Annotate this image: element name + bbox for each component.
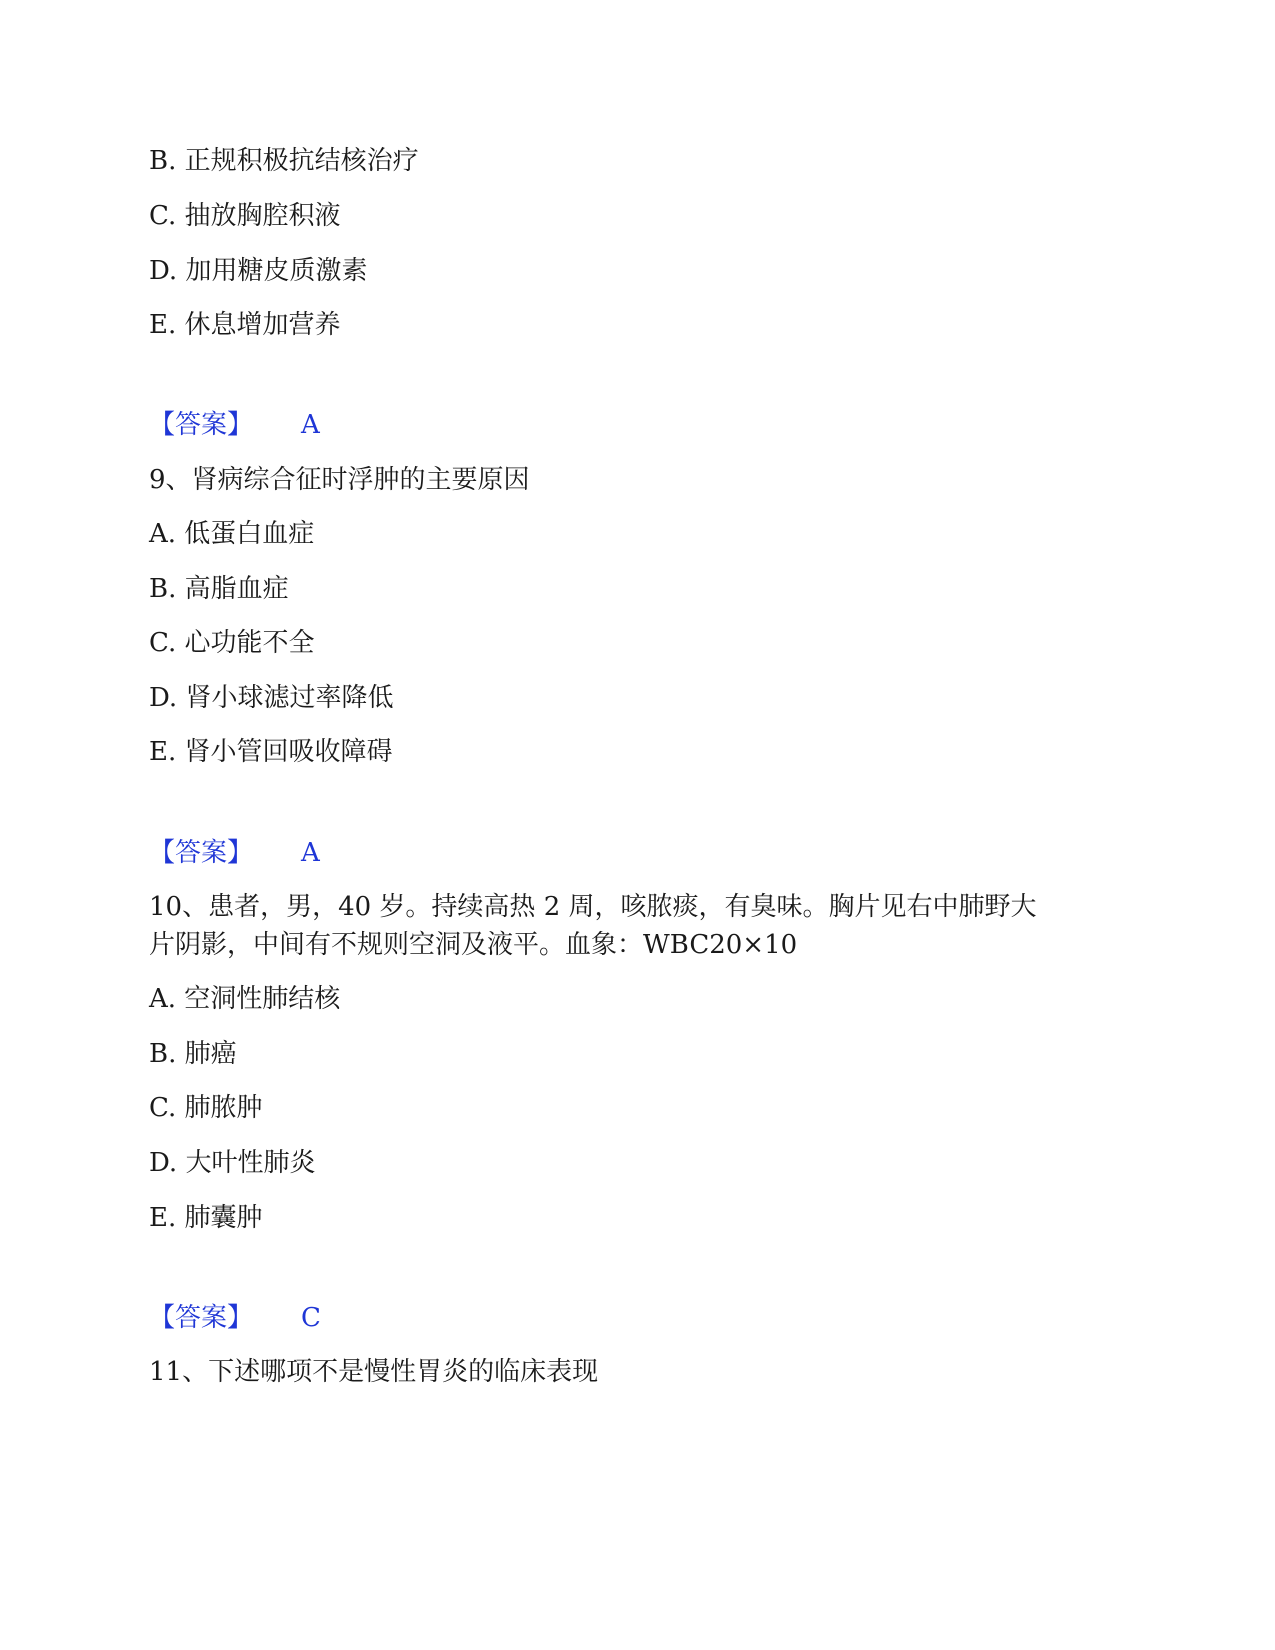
- q8-option-c: C. 抽放胸腔积液: [149, 201, 341, 231]
- q8-answer: [149, 410, 320, 440]
- q8-option-d: D. 加用糖皮质激素: [149, 256, 368, 286]
- q9-question: 9、肾病综合征时浮肿的主要原因: [149, 465, 530, 495]
- q10-option-e: E. 肺囊肿: [149, 1203, 263, 1233]
- answer-value: C: [301, 1303, 321, 1333]
- q9-answer: [149, 838, 320, 868]
- answer-label: 【答案】: [149, 1303, 254, 1333]
- answer-value: A: [301, 838, 320, 868]
- answer-value: A: [301, 410, 320, 440]
- q10-option-b: B. 肺癌: [149, 1039, 237, 1069]
- q9-option-b: B. 高脂血症: [149, 574, 289, 604]
- q10-question-line-1: 10、患者，男，40 岁。持续高热 2 周，咳脓痰，有臭味。胸片见右中肺野大: [149, 892, 1037, 922]
- q9-option-a: A. 低蛋白血症: [149, 519, 315, 549]
- q10-question-line-2: 片阴影，中间有不规则空洞及液平。血象：WBC20×10: [149, 930, 798, 960]
- q9-option-c: C. 心功能不全: [149, 628, 315, 658]
- q9-option-e: E. 肾小管回吸收障碍: [149, 737, 393, 767]
- q10-option-d: D. 大叶性肺炎: [149, 1148, 316, 1178]
- answer-label: 【答案】: [149, 410, 254, 440]
- answer-label: 【答案】: [149, 838, 254, 868]
- q11-question: 11、下述哪项不是慢性胃炎的临床表现: [149, 1357, 599, 1387]
- q10-option-a: A. 空洞性肺结核: [149, 984, 341, 1014]
- q10-option-c: C. 肺脓肿: [149, 1093, 263, 1123]
- q8-option-e: E. 休息增加营养: [149, 310, 341, 340]
- q9-option-d: D. 肾小球滤过率降低: [149, 683, 394, 713]
- q8-option-b: B. 正规积极抗结核治疗: [149, 146, 419, 176]
- q10-answer: [149, 1303, 321, 1333]
